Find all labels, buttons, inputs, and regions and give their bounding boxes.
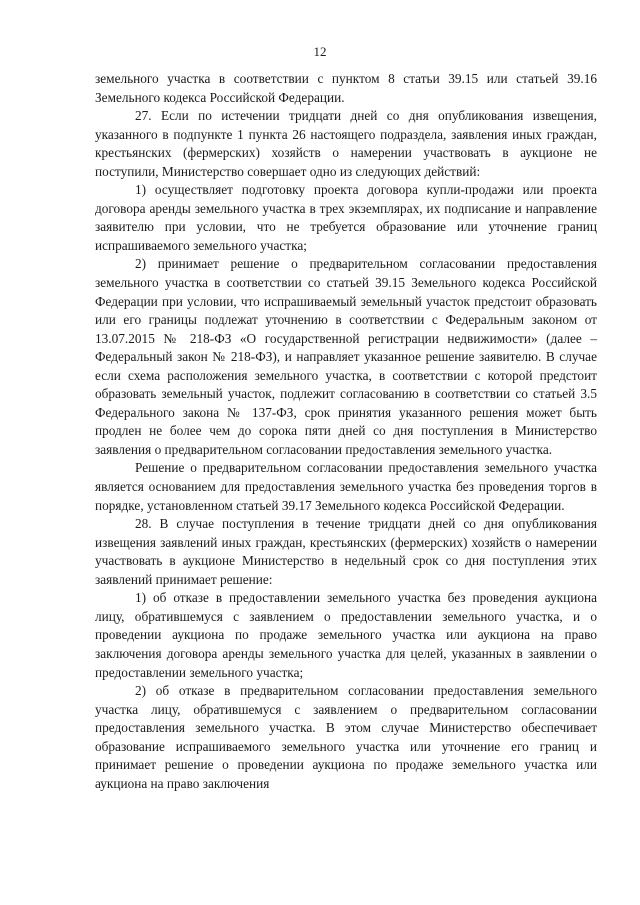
paragraph-subitem-28-1: 1) об отказе в предоставлении земельного участка без проведения аукциона лицу, обратившемуся с заявлением о предоставлении земельного участка, и о проведении аукциона по продаже земельного участка или аукциона на право заключения договора аренды земельного участка для целей, указанных в заявлении о предоставлении земельного участка; xyxy=(95,590,597,680)
paragraph-item-27: 27. Если по истечении тридцати дней со дня опубликования извещения, указанного в подпункте 1 пункта 26 настоящего подраздела, заявления иных граждан, крестьянских (фермерских) хозяйств о намерении участвовать в аукционе не поступили, Министерство совершает одно из следующих действий: xyxy=(95,108,597,179)
paragraph-item-28: 28. В случае поступления в течение тридцати дней со дня опубликования извещения заявлений иных граждан, крестьянских (фермерских) хозяйств о намерении участвовать в аукционе Министерство в недельный срок со дня поступления этих заявлений принимает решение: xyxy=(95,516,597,587)
page-number: 12 xyxy=(313,44,327,59)
document-body xyxy=(95,70,597,793)
paragraph-subitem-27-1: 1) осуществляет подготовку проекта договора купли-продажи или проекта договора аренды земельного участка в трех экземплярах, их подписание и направление заявителю при условии, что не требуется образование или уточнение границ испрашиваемого земельного участка; xyxy=(95,182,597,253)
paragraph-decision-basis: Решение о предварительном согласовании предоставления земельного участка является основанием для предоставления земельного участка без проведения торгов в порядке, установленном статьей 39.17 Земельного кодекса Российской Федерации. xyxy=(95,460,597,513)
paragraph-subitem-28-2: 2) об отказе в предварительном согласовании предоставления земельного участка лицу, обратившемуся с заявлением о предварительном согласовании предоставления земельного участка. В этом случае Министерство обеспечивает образование испрашиваемого земельного участка или уточнение его границ и принимает решение о проведении аукциона по продаже земельного участка или аукциона на право заключения xyxy=(95,683,597,791)
paragraph-continuation: земельного участка в соответствии с пунктом 8 статьи 39.15 или статьей 39.16 Земельного кодекса Российской Федерации. xyxy=(95,71,597,105)
paragraph-subitem-27-2: 2) принимает решение о предварительном согласовании предоставления земельного участка в соответствии со статьей 39.15 Земельного кодекса Российской Федерации при условии, что испрашиваемый земельный участок предстоит образовать или его границы подлежат уточнению в соответствии с Федеральным законом от 13.07.2015 № 218-ФЗ «О государственной регистрации недвижимости» (далее – Федеральный закон № 218-ФЗ), и направляет указанное решение заявителю. В случае если схема расположения земельного участка, в соответствии с которой предстоит образовать земельный участок, подлежит согласованию в соответствии со статьей 3.5 Федерального закона № 137-ФЗ, срок принятия указанного решения может быть продлен не более чем до сорока пяти дней со дня поступления в Министерство заявления о предварительном согласовании предоставления земельного участка. xyxy=(95,256,597,457)
